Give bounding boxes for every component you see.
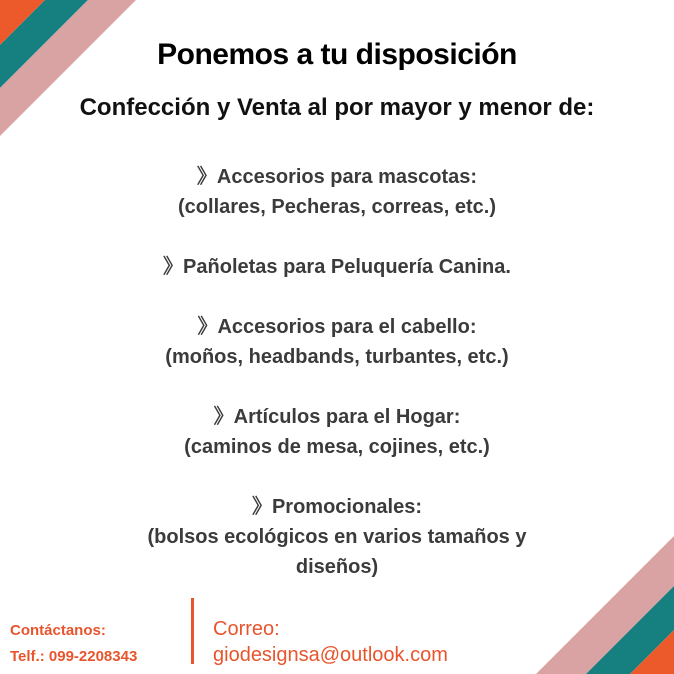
email-block [213,616,448,668]
page-subtitle: Confección y Venta al por mayor y menor de: [79,94,595,121]
list-item [80,312,594,372]
email-label: Correo: [213,618,280,640]
contact-label: Contáctanos: [10,622,106,639]
item-heading: 》Accesorios para el cabello: [197,316,477,338]
list-item [80,162,594,222]
item-heading: 》Artículos para el Hogar: [213,406,461,428]
services-list [80,162,594,612]
list-item [80,402,594,462]
phone-number: Telf.: 099-2208343 [10,648,138,665]
item-heading: 》Pañoletas para Peluquería Canina. [163,256,511,278]
list-item [80,492,594,582]
item-detail: (moños, headbands, turbantes, etc.) [165,346,509,368]
footer-divider [191,598,194,664]
contact-block [10,618,137,670]
email-address: giodesignsa@outlook.com [213,644,448,666]
item-detail: (caminos de mesa, cojines, etc.) [184,436,490,458]
list-item [80,252,594,282]
item-detail: (bolsos ecológicos en varios tamaños y [147,526,527,548]
item-heading: 》Promocionales: [251,496,423,518]
item-heading: 》Accesorios para mascotas: [196,166,478,188]
item-detail: (collares, Pecheras, correas, etc.) [178,196,496,218]
item-detail: diseños) [295,556,379,578]
page-title: Ponemos a tu disposición [157,38,517,71]
